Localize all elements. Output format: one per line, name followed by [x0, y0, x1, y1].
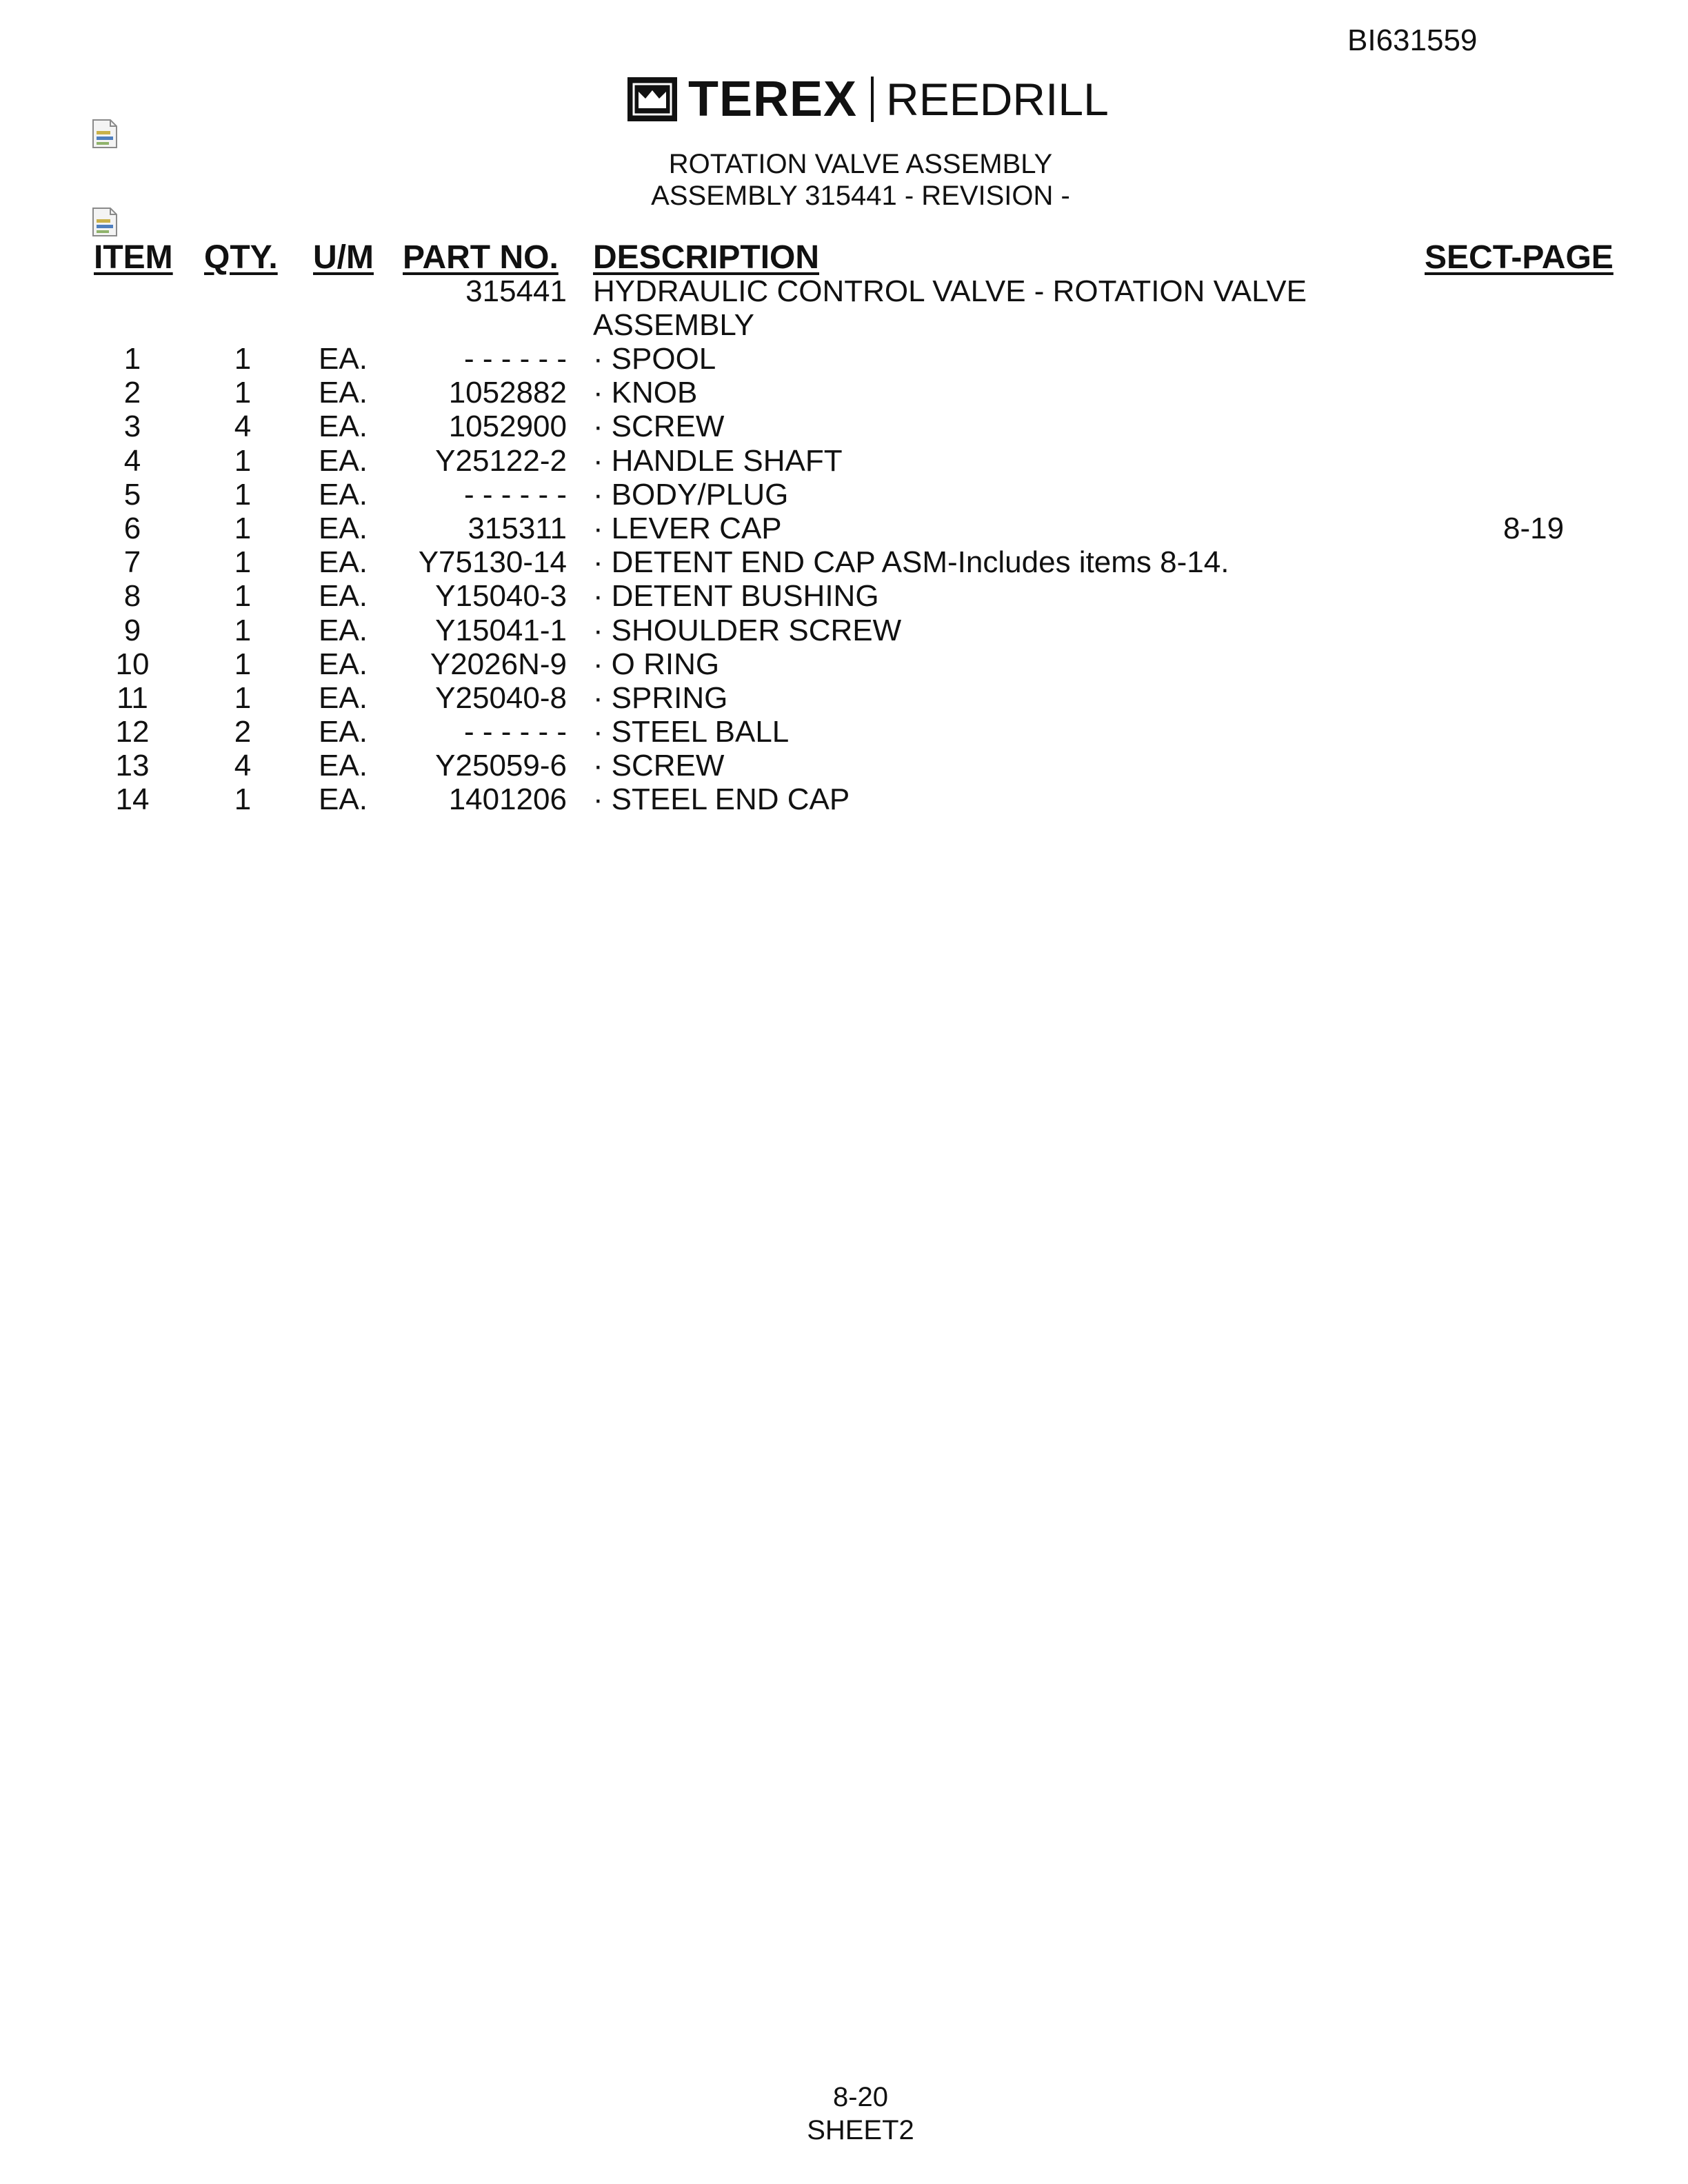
description-text: LEVER CAP [611, 511, 782, 545]
unit-of-measure: EA. [319, 376, 368, 410]
part-number: Y25059-6 [435, 749, 567, 783]
document-link-icon[interactable] [91, 119, 119, 149]
part-number: Y25040-8 [435, 680, 567, 715]
part-number: 315311 [468, 511, 567, 545]
description [593, 545, 1393, 579]
table-row [0, 715, 1688, 749]
assembly-description: HYDRAULIC CONTROL VALVE - ROTATION VALVE ASSEMBLY [593, 274, 1307, 342]
column-header-item: ITEM [94, 239, 173, 276]
description [593, 342, 1393, 376]
item-number: 2 [123, 376, 141, 410]
item-number: 6 [123, 511, 141, 545]
description [593, 782, 1393, 816]
part-number: 1052900 [448, 410, 567, 444]
table-row [0, 681, 1688, 715]
unit-of-measure: EA. [319, 477, 368, 512]
part-number: - - - - - - [463, 342, 567, 376]
description [593, 579, 1393, 613]
unit-of-measure: EA. [319, 511, 368, 545]
quantity: 1 [234, 782, 252, 817]
description-text: KNOB [611, 376, 698, 410]
table-row [0, 614, 1688, 647]
quantity: 4 [234, 410, 252, 444]
bullet: · [593, 443, 603, 478]
table-row [0, 545, 1688, 579]
assembly-subtitle: ASSEMBLY 315441 - REVISION - [651, 181, 1070, 211]
page-number: 8-20 [832, 2082, 889, 2112]
item-number: 14 [115, 782, 150, 817]
part-number: Y15041-1 [435, 613, 567, 647]
quantity: 1 [234, 647, 252, 681]
part-number: - - - - - - [463, 477, 567, 512]
quantity: 1 [234, 342, 252, 376]
table-row [0, 512, 1688, 545]
column-header-sect-page: SECT-PAGE [1425, 239, 1614, 276]
bullet: · [593, 613, 603, 647]
brand-subname: REEDRILL [886, 74, 1109, 125]
unit-of-measure: EA. [319, 647, 368, 681]
table-row [0, 782, 1688, 816]
description [593, 478, 1393, 512]
unit-of-measure: EA. [319, 579, 368, 614]
parts-table [0, 274, 1688, 817]
description-text: SCREW [611, 749, 725, 783]
description-text: SPRING [611, 680, 728, 715]
quantity: 1 [234, 477, 252, 512]
table-row [0, 410, 1688, 443]
quantity: 1 [234, 545, 252, 580]
bullet: · [593, 545, 603, 580]
unit-of-measure: EA. [319, 342, 368, 376]
quantity: 1 [234, 613, 252, 647]
item-number: 5 [123, 477, 141, 512]
description-text: DETENT END CAP ASM-Includes items 8-14. [611, 545, 1229, 580]
quantity: 1 [234, 680, 252, 715]
quantity: 1 [234, 443, 252, 478]
unit-of-measure: EA. [319, 715, 368, 749]
part-number: Y75130-14 [418, 545, 567, 580]
description [593, 444, 1393, 478]
item-number: 8 [123, 579, 141, 614]
bullet: · [593, 376, 603, 410]
quantity: 2 [234, 715, 252, 749]
description-text: DETENT BUSHING [611, 579, 879, 614]
bullet: · [593, 579, 603, 614]
brand-logo [627, 72, 1109, 127]
description [593, 681, 1393, 715]
assembly-row [0, 274, 1688, 342]
item-number: 1 [123, 342, 141, 376]
description-text: SHOULDER SCREW [611, 613, 902, 647]
document-id: BI631559 [1347, 23, 1478, 57]
bullet: · [593, 511, 603, 545]
column-header-part-no: PART NO. [403, 239, 559, 276]
bullet: · [593, 782, 603, 817]
page-title: ROTATION VALVE ASSEMBLY [668, 149, 1053, 179]
bullet: · [593, 715, 603, 749]
quantity: 4 [234, 749, 252, 783]
table-row [0, 579, 1688, 613]
bullet: · [593, 749, 603, 783]
description [593, 376, 1393, 410]
part-number: 1052882 [448, 376, 567, 410]
item-number: 13 [115, 749, 150, 783]
part-number: Y25122-2 [435, 443, 567, 478]
description-text: STEEL END CAP [611, 782, 850, 817]
unit-of-measure: EA. [319, 545, 368, 580]
description-text: HANDLE SHAFT [611, 443, 843, 478]
item-number: 12 [115, 715, 150, 749]
unit-of-measure: EA. [319, 443, 368, 478]
item-number: 9 [123, 613, 141, 647]
quantity: 1 [234, 511, 252, 545]
column-header-um: U/M [313, 239, 374, 276]
table-row [0, 478, 1688, 512]
part-number: Y15040-3 [435, 579, 567, 614]
brand-name: TEREX [688, 72, 858, 127]
part-number: - - - - - - [463, 715, 567, 749]
quantity: 1 [234, 376, 252, 410]
description [593, 410, 1393, 443]
description [593, 715, 1393, 749]
table-row [0, 647, 1688, 681]
unit-of-measure: EA. [319, 613, 368, 647]
item-number: 3 [123, 410, 141, 444]
description-text: STEEL BALL [611, 715, 790, 749]
sect-page: 8-19 [1503, 511, 1565, 545]
table-row [0, 444, 1688, 478]
quantity: 1 [234, 579, 252, 614]
terex-crown-icon [627, 77, 677, 121]
assembly-part-no: 315441 [465, 274, 567, 308]
part-number: Y2026N-9 [430, 647, 567, 681]
bullet: · [593, 342, 603, 376]
bullet: · [593, 647, 603, 681]
table-row [0, 749, 1688, 782]
description-text: BODY/PLUG [611, 477, 789, 512]
column-header-qty: QTY. [204, 239, 278, 276]
item-number: 4 [123, 443, 141, 478]
unit-of-measure: EA. [319, 410, 368, 444]
description [593, 614, 1393, 647]
table-row [0, 342, 1688, 376]
description [593, 647, 1393, 681]
unit-of-measure: EA. [319, 782, 368, 817]
description [593, 749, 1393, 782]
description [593, 512, 1393, 545]
table-row [0, 376, 1688, 410]
bullet: · [593, 680, 603, 715]
item-number: 10 [115, 647, 150, 681]
part-number: 1401206 [448, 782, 567, 817]
column-header-description: DESCRIPTION [593, 239, 820, 276]
sheet-label: SHEET2 [807, 2115, 914, 2145]
brand-divider [871, 77, 874, 122]
bullet: · [593, 410, 603, 444]
item-number: 7 [123, 545, 141, 580]
description-text: SCREW [611, 410, 725, 444]
description-text: SPOOL [611, 342, 716, 376]
description-text: O RING [611, 647, 720, 681]
bullet: · [593, 477, 603, 512]
unit-of-measure: EA. [319, 680, 368, 715]
unit-of-measure: EA. [319, 749, 368, 783]
item-number: 11 [117, 680, 148, 715]
